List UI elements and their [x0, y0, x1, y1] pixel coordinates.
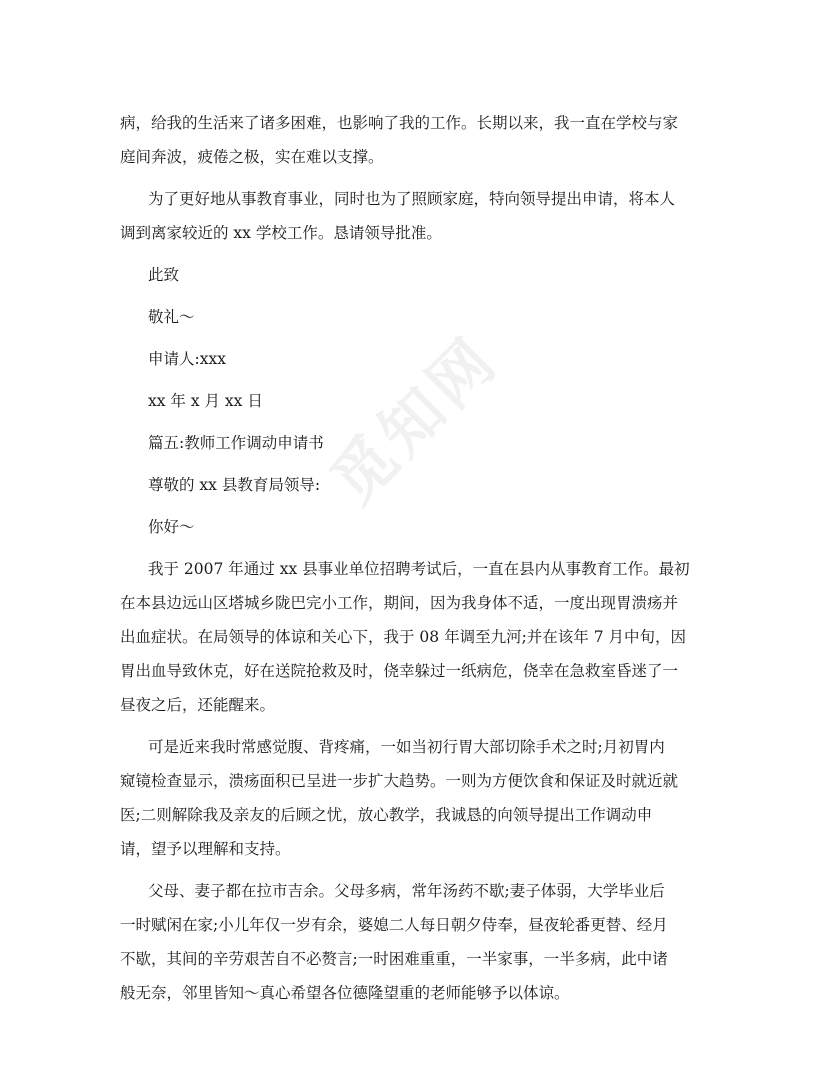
text-line: 篇五:教师工作调动申请书 [148, 434, 324, 452]
paragraph-gap [120, 544, 720, 552]
paragraph-p5 [120, 342, 720, 376]
text-line: 在本县边远山区塔城乡陇巴完小工作，期间，因为我身体不适，一度出现胃溃疡并 [120, 594, 679, 612]
paragraph-p11 [120, 730, 720, 866]
text-line: 一时赋闲在家;小儿年仅一岁有余，婆媳二人每日朝夕侍奉，昼夜轮番更替、经月 [120, 916, 668, 934]
paragraph-gap [120, 460, 720, 468]
paragraph-p8 [120, 468, 720, 502]
paragraph-gap [120, 866, 720, 874]
text-line: 为了更好地从事教育事业，同时也为了照顾家庭，特向领导提出申请，将本人 [148, 190, 676, 208]
paragraph-gap [120, 250, 720, 258]
text-line: 昼夜之后，还能醒来。 [120, 696, 276, 714]
text-line: 申请人:xxx [148, 350, 226, 368]
paragraph-gap [120, 334, 720, 342]
text-line: 医;二则解除我及亲友的后顾之忧，放心教学，我诚恳的向领导提出工作调动申 [120, 806, 653, 824]
text-line: 庭间奔波，疲倦之极，实在难以支撑。 [120, 148, 384, 166]
text-line: 我于 2007 年通过 xx 县事业单位招聘考试后，一直在县内从事教育工作。最初 [148, 560, 690, 578]
paragraph-gap [120, 502, 720, 510]
text-line: 敬礼～ [148, 308, 195, 326]
paragraph-p4 [120, 300, 720, 334]
watermark: 觅知网 [316, 321, 513, 518]
text-line: 请，望予以理解和支持。 [120, 840, 291, 858]
text-line: 调到离家较近的 xx 学校工作。恳请领导批准。 [120, 224, 442, 242]
text-line: xx 年 x 月 xx 日 [148, 392, 263, 410]
paragraph-p2 [120, 182, 720, 250]
paragraph-p9 [120, 510, 720, 544]
paragraph-gap [120, 418, 720, 426]
text-line: 不歇，其间的辛劳艰苦自不必赘言;一时困难重重，一半家事，一半多病，此中诸 [120, 950, 668, 968]
document-body [120, 106, 720, 1010]
paragraph-gap [120, 292, 720, 300]
text-line: 可是近来我时常感觉腹、背疼痛，一如当初行胃大部切除手术之时;月初胃内 [148, 738, 665, 756]
text-line: 病，给我的生活来了诸多困难，也影响了我的工作。长期以来，我一直在学校与家 [120, 114, 679, 132]
paragraph-p7 [120, 426, 720, 460]
paragraph-p1 [120, 106, 720, 174]
paragraph-p10 [120, 552, 720, 722]
paragraph-p6 [120, 384, 720, 418]
paragraph-gap [120, 376, 720, 384]
text-line: 胃出血导致休克，好在送院抢救及时，侥幸躲过一纸病危，侥幸在急救室昏迷了一 [120, 662, 679, 680]
paragraph-p3 [120, 258, 720, 292]
text-line: 出血症状。在局领导的体谅和关心下，我于 08 年调至九河;并在该年 7 月中旬，因 [120, 628, 687, 646]
paragraph-gap [120, 722, 720, 730]
text-line: 此致 [148, 266, 180, 284]
text-line: 父母、妻子都在拉市吉余。父母多病，常年汤药不歇;妻子体弱，大学毕业后 [148, 882, 665, 900]
text-line: 窥镜检查显示，溃疡面积已呈进一步扩大趋势。一则为方便饮食和保证及时就近就 [120, 772, 679, 790]
text-line: 尊敬的 xx 县教育局领导: [148, 476, 321, 494]
text-line: 你好～ [148, 518, 195, 536]
paragraph-gap [120, 174, 720, 182]
text-line: 般无奈，邻里皆知～真心希望各位德隆望重的老师能够予以体谅。 [120, 984, 570, 1002]
paragraph-p12 [120, 874, 720, 1010]
